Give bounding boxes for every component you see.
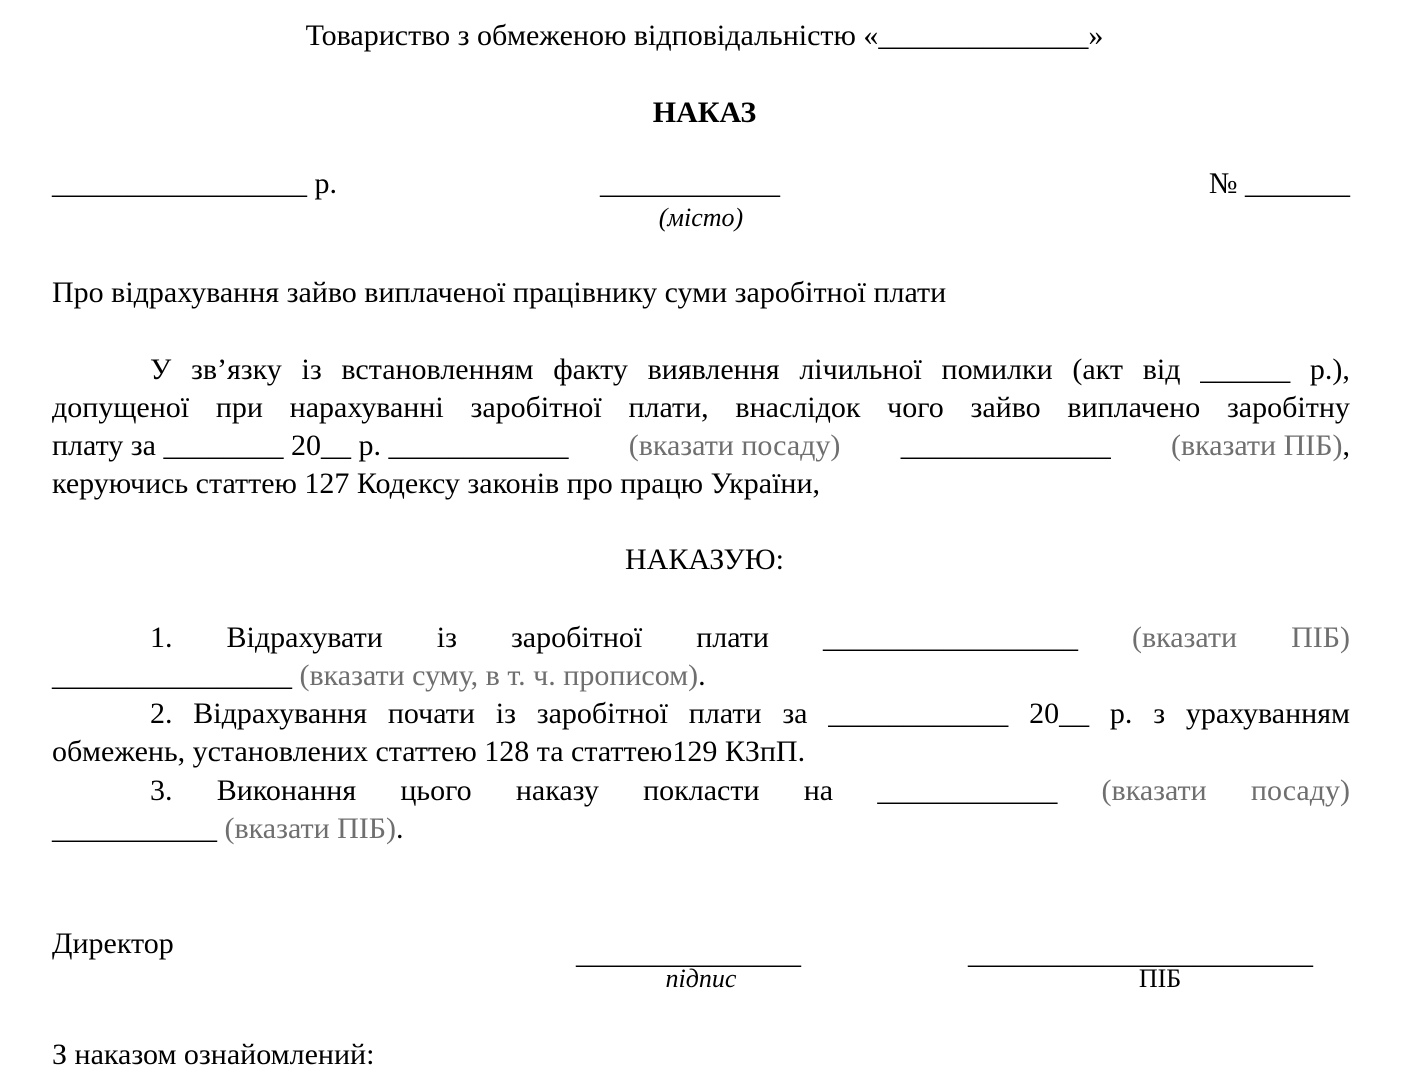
item-1-blank-sum: ________________ (52, 659, 292, 692)
word: плати (688, 697, 762, 730)
word: 20__ (1029, 697, 1090, 730)
item-1-line-1 (150, 619, 1350, 657)
item-2-line-2: обмежень, установлених статтею 128 та статтею129 КЗпП. (52, 735, 806, 768)
item-3-hint-name: (вказати ПІБ) (224, 812, 397, 845)
word: ____________ (877, 774, 1058, 807)
word: факту (553, 353, 628, 386)
company-line: Товариство з обмеженою відповідальністю «______________» (305, 19, 1104, 52)
word: на (803, 774, 834, 807)
hint-position: (вказати посаду) (628, 429, 841, 462)
order-heading: НАКАЗУЮ: (625, 543, 784, 576)
signature-caption: підпис (665, 964, 737, 993)
word: р.), (1309, 353, 1350, 386)
word: заробітної (510, 621, 643, 654)
word: внаслідок (735, 391, 861, 424)
word: ______ (1200, 353, 1291, 386)
word: при (215, 391, 263, 424)
word: зайво (970, 391, 1041, 424)
word: почати (387, 697, 475, 730)
word: встановленням (341, 353, 534, 386)
word: 2. (150, 697, 173, 730)
number-field: № _______ (1208, 167, 1350, 200)
item-2-line-1 (150, 695, 1350, 733)
item-3-hint-b: посаду) (1250, 774, 1350, 807)
preamble-comma: , (1342, 429, 1350, 462)
document-title: НАКАЗ (652, 96, 757, 129)
word: плати, (628, 391, 709, 424)
preamble-line-3-text: плату за ________ 20__ р. ____________ (52, 429, 569, 462)
item-1-line-2 (52, 657, 706, 695)
preamble-line-4: керуючись статтею 127 Кодексу законів про працю України, (52, 467, 821, 500)
word: Виконання (216, 774, 357, 807)
item-1-hint-sum: (вказати суму, в т. ч. прописом) (299, 659, 699, 692)
word: допущеної (52, 391, 190, 424)
word: за (782, 697, 808, 730)
word: урахуванням (1185, 697, 1350, 730)
item-1-end: . (698, 659, 706, 692)
item-3-line-2 (52, 810, 404, 848)
word: заробітну (1226, 391, 1350, 424)
subject-line: Про відрахування зайво виплаченої працівнику суми заробітної плати (52, 276, 947, 309)
word: наказу (515, 774, 599, 807)
word: р. (1109, 697, 1133, 730)
item-3-blank-name: ___________ (52, 812, 217, 845)
word: (акт (1072, 353, 1123, 386)
word: нарахуванні (289, 391, 444, 424)
word: цього (400, 774, 472, 807)
word: лічильної (799, 353, 922, 386)
name-caption: ПІБ (1138, 964, 1182, 993)
word: Відрахувати (226, 621, 383, 654)
city-caption: (місто) (658, 203, 744, 232)
date-field: _________________ р. (52, 167, 337, 200)
word: чого (887, 391, 944, 424)
word: плати (696, 621, 769, 654)
preamble-line-1 (150, 351, 1350, 389)
word: _________________ (822, 621, 1078, 654)
item-3-hint-a: (вказати (1101, 774, 1207, 807)
word: Відрахування (193, 697, 368, 730)
name-line: _______________________ (968, 937, 1313, 970)
word: ____________ (828, 697, 1009, 730)
word: виплачено (1067, 391, 1201, 424)
item-3-line-1 (150, 772, 1350, 810)
word: заробітної (536, 697, 668, 730)
preamble-line-3 (52, 427, 1350, 465)
preamble-line-2 (52, 389, 1350, 427)
word: заробітної (470, 391, 602, 424)
hint-name: (вказати ПІБ) (1170, 429, 1343, 462)
word: помилки (941, 353, 1053, 386)
word: із (495, 697, 516, 730)
blank-name: ______________ (900, 429, 1111, 462)
director-label: Директор (52, 927, 174, 960)
word: від (1142, 353, 1181, 386)
acknowledged-line: З наказом ознайомлений: (52, 1038, 375, 1071)
word: У (150, 353, 172, 386)
word: із (436, 621, 457, 654)
signature-line: _______________ (576, 937, 801, 970)
word: з (1153, 697, 1166, 730)
item-1-hint-a: (вказати (1131, 621, 1238, 654)
city-field: ____________ (600, 167, 780, 200)
word: зв’язку (190, 353, 282, 386)
item-3-end: . (396, 812, 404, 845)
word: із (301, 353, 322, 386)
word: 3. (150, 774, 173, 807)
word: покласти (643, 774, 760, 807)
word: 1. (150, 621, 173, 654)
word: виявлення (647, 353, 780, 386)
item-1-hint-b: ПІБ) (1291, 621, 1350, 654)
